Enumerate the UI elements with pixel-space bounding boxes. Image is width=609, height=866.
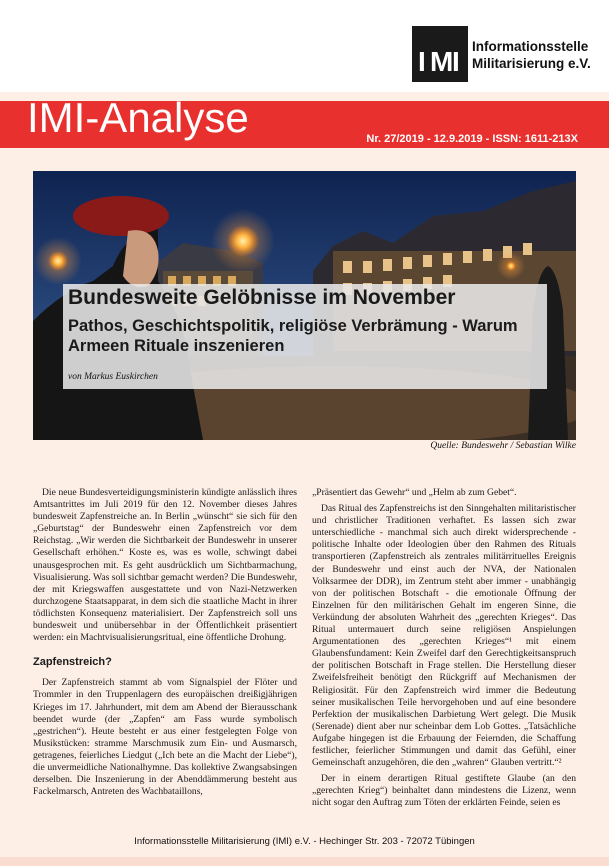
article-subtitle: Pathos, Geschichtspolitik, religiöse Verbrämung - Warum Armeen Rituale inszenieren [68, 317, 518, 355]
series-title: IMI-Analyse [27, 94, 249, 141]
paragraph: Das Ritual des Zapfenstreichs ist den Sinngehalten militaristischer und christlicher Traditionen verhaftet. Es lassen sich zwar unterschiedliche - manchmal sich auch direkt widersprechende - politische Inhalte oder Ideologien über den Rahmen des Rituals transportieren (Zapfenstreich als zentrales militärrituelles Ereignis der Bundeswehr und einst auch der NVA, der Nationalen Volksarmee der DDR), im Zentrum steht aber immer - unabhängig von der politischen Botschaft - die emotionale Öffnung der Einzelnen für den militärischen Gehalt im engeren Sinne, die Verkündung der absoluten Wahrheit des „gerechten Krieges“. Das Ritual untermauert durch seine religiösen Anspielungen Argumentationen des „gerechten Krieges“¹ mit einem Glaubensfundament: Kein Zweifel darf den Gerechtigkeitsanspruch der politischen Botschaft in Frage stellen. Die Herstellung dieser Zweifelsfreiheit benötigt den Rückgriff auf Mechanismen der Religiosität. Für den Zapfenstreich wird immer die Bedeutung seiner musikalischen Teile hervorgehoben und auf eine besondere Perfektion der musikalischen Darbietung Wert gelegt. Die Musik (Serenade) dient aber nur scheinbar dem Lob Gottes. „Tatsächliche Aufgabe hingegen ist die Erbauung der Feiernden, die Schaffung festlicher, feierlicher Stimmungen und damit das Gefühl, einer Gemeinschaft anzugehören, die den „wahren“ Glauben vertritt.“² [312, 503, 576, 769]
imi-logo: I M I [412, 26, 468, 82]
article-author: von Markus Euskirchen [68, 372, 158, 382]
page-footer: Informationsstelle Militarisierung (IMI) e.V. - Hechinger Str. 203 - 72072 Tübingen [134, 836, 475, 847]
logo-text-line1: Informationsstelle [472, 39, 589, 54]
paragraph: „Präsentiert das Gewehr“ und „Helm ab zum Gebet“. [312, 487, 517, 498]
right-column [312, 487, 576, 813]
logo-text [472, 38, 591, 72]
footer-band [0, 857, 609, 866]
paragraph: Die neue Bundesverteidigungsministerin kündigte anlässlich ihres Amtsantrittes im Juli 2019 für den 12. November dieses Jahres bundesweit Zapfenstreiche an. In Berlin „wünscht“ sie sich für den „Geburtstag“ der Bundeswehr einen Zapfenstreich vor dem Reichstag. „Wir werden die Sichtbarkeit der Bundeswehr in unserer Gesellschaft erhöhen.“ Koste es, was es wolle, schwingt dabei unausgesprochen mit. Es geht ausdrücklich um Sichtbarmachung, Visualisierung. Was soll sichtbar gemacht werden? Die Bundeswehr, der mit Kriegswaffen ausgestattete und von Nazi-Netzwerken durchzogene Staatsapparat, in dem sich die staatliche Macht in ihrer tödlichsten Konsequenz materialisiert. Der Zapfenstreich soll uns bundesweit und unübersehbar in der Öffentlichkeit präsentiert werden: ein Machtvisualisierungsritual, eine öffentliche Drohung. [33, 487, 297, 644]
article-title: Bundesweite Gelöbnisse im November [68, 286, 456, 309]
section-heading: Zapfenstreich? [33, 656, 112, 669]
paragraph: Der Zapfenstreich stammt ab vom Signalspiel der Flöter und Trommler in den Truppenlagern des europäischen dreißigjährigen Krieges im 17. Jahrhundert, mit dem am Abend der Bierausschank beendet wurde (der „Zapfen“ am Fass wurde symbolisch „gestrichen“). Heute besteht er aus einer festgelegten Folge von Musikstücken: stramme Marschmusik zum Ein- und Ausmarsch, getragenes, feierliches Liedgut („Ich bete an die Macht der Liebe“), die unvermeidliche Nationalhymne. Das kollektive Zwangsabsingen derselben. Die Inszenierung in der Abenddämmerung besteht aus Fackelmarsch, Antreten des Wachbataillons, [33, 677, 297, 798]
photo-caption: Quelle: Bundeswehr / Sebastian Wilke [430, 441, 576, 451]
left-column [33, 487, 297, 802]
issue-info: Nr. 27/2019 - 12.9.2019 - ISSN: 1611-213X [366, 133, 578, 145]
logo-text-line2: Militarisierung e.V. [472, 56, 591, 71]
paragraph: Der in einem derartigen Ritual gestiftete Glaube (an den „gerechten Krieg“) beinhaltet dann mindestens die Lizenz, wenn nicht sogar den Auftrag zum Töten der erklärten Feinde, seien es [312, 773, 576, 809]
article-title-box [63, 284, 547, 389]
